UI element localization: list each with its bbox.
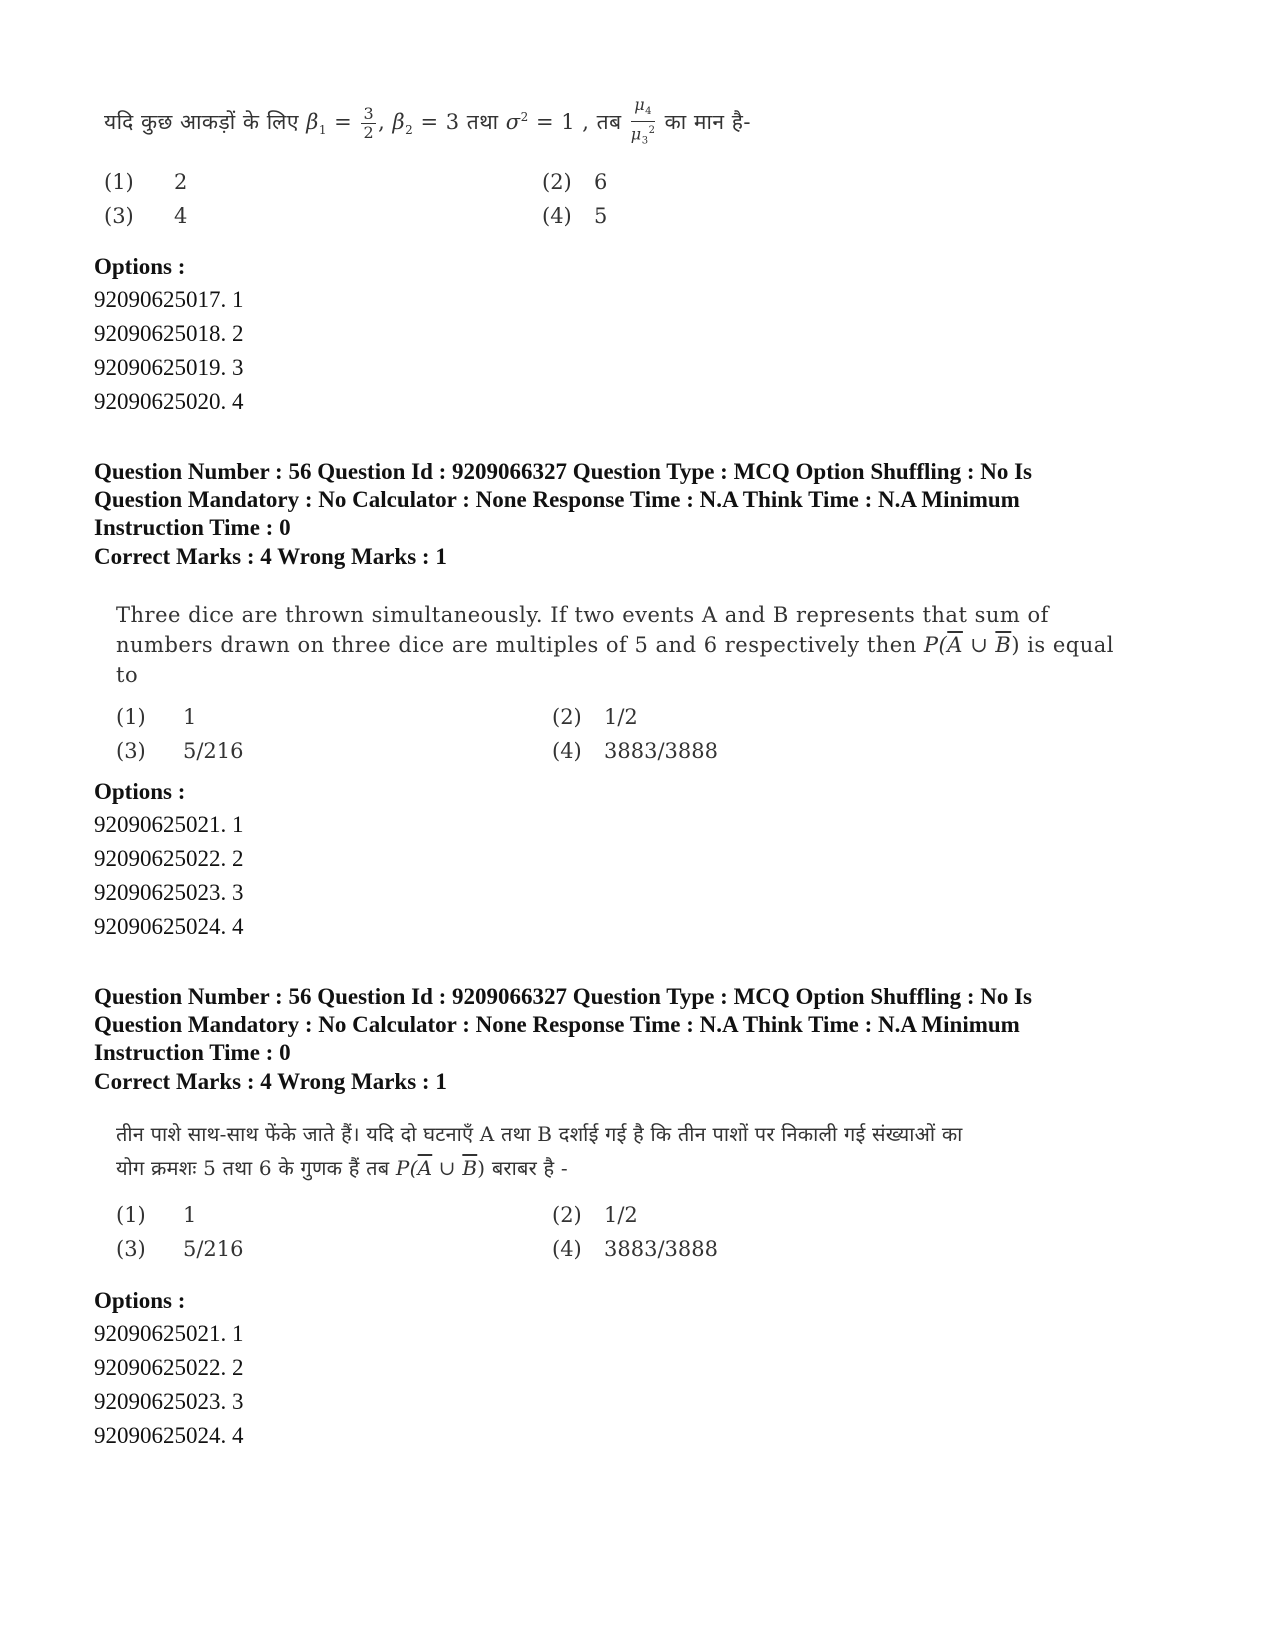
choice-1-2 [542,170,607,194]
options-list-2 [94,808,244,944]
expr-a-bar: $\overline{A}$ [417,1156,433,1180]
question-3-text [116,1117,1116,1185]
mu3-subscript: 3 [641,135,649,147]
choice-1-1 [104,170,187,194]
question-line-part: योग क्रमशः 5 तथा 6 के गुणक हैं तब [116,1156,390,1180]
choice-number: (4) [552,1237,582,1261]
choice-1-3 [104,204,187,228]
mu4-subscript: 4 [645,106,653,118]
choice-value: 5 [594,204,608,228]
beta1-subscript: 1 [318,123,327,138]
option-item: 92090625023. 3 [94,880,244,905]
expr-p: P( [923,633,948,657]
expr-close: ) [1011,633,1021,657]
option-item: 92090625019. 3 [94,355,244,380]
question-line: Three dice are thrown simultaneously. If two events A and B represents that sum of [116,603,1049,627]
choice-value: 1 [183,1203,197,1227]
choice-number: (3) [104,204,134,228]
option-item: 92090625021. 1 [94,812,244,837]
tab-word: तब [596,109,622,134]
sigma-superscript: 2 [520,109,529,124]
expr-a-bar: $\overline{A}$ [947,633,963,657]
question-meta-2 [94,458,1194,542]
choice-3-4 [552,1237,718,1261]
beta1-denominator: 2 [363,122,375,142]
question-2-text [116,600,1115,690]
option-item: 92090625020. 4 [94,389,244,414]
question-line-part: is equal [1027,633,1115,657]
marks-line-3: Correct Marks : 4 Wrong Marks : 1 [94,1069,447,1094]
choice-number: (4) [542,204,572,228]
mu-fraction [631,96,656,151]
choice-number: (4) [552,739,582,763]
sigma-symbol: σ [505,109,521,134]
marks-line-2: Correct Marks : 4 Wrong Marks : 1 [94,544,447,569]
choice-3-3 [116,1237,244,1261]
expr-union: ∪ [432,1156,463,1180]
choice-3-1 [116,1203,196,1227]
option-item: 92090625022. 2 [94,846,244,871]
option-item: 92090625022. 2 [94,1355,244,1380]
choice-2-2 [552,705,638,729]
option-item: 92090625017. 1 [94,287,244,312]
choice-value: 1 [183,705,197,729]
choice-number: (2) [552,705,582,729]
options-list-3 [94,1317,244,1453]
expr-close: ) [477,1156,486,1180]
question-line-part: numbers drawn on three dice are multiples of 5 and 6 respectively then [116,633,917,657]
question-1-prefix: यदि कुछ आकड़ों के लिए [104,109,300,134]
beta1-fraction [361,105,376,142]
choice-number: (1) [104,170,134,194]
meta-line: Question Mandatory : No Calculator : None Response Time : N.A Think Time : N.A Minimum [94,1012,1020,1037]
meta-line: Instruction Time : 0 [94,515,291,540]
expr-b-bar: $\overline{B}$ [995,633,1012,657]
meta-line: Question Number : 56 Question Id : 9209066327 Question Type : MCQ Option Shuffling : No Is [94,984,1033,1009]
question-line-part: बराबर है - [491,1156,568,1180]
mu4-symbol: μ [634,95,646,114]
beta1-numerator: 3 [363,103,375,123]
choice-value: 2 [174,170,188,194]
beta1-symbol: β [306,109,319,134]
choice-value: 5/216 [183,739,244,763]
choice-1-4 [542,204,607,228]
choice-value: 6 [594,170,608,194]
question-meta-3 [94,983,1194,1067]
options-list-1 [94,283,244,419]
choice-value: 1/2 [604,705,638,729]
choice-number: (2) [542,170,572,194]
options-heading-1: Options : [94,254,186,279]
options-heading-3: Options : [94,1288,186,1313]
choice-value: 4 [174,204,188,228]
question-1-text: यदि कुछ आकड़ों के लिए $\beta_1$ = $\frac{3}{2}$ , $\beta_2 = 3$ तथा $\sigma^2 = 1$ , तब $\frac{\mu_4}{\mu_3^2}$ का मान है- [104,96,804,151]
choice-3-2 [552,1203,638,1227]
choice-number: (3) [116,1237,146,1261]
option-item: 92090625024. 4 [94,914,244,939]
choice-number: (2) [552,1203,582,1227]
mu3-superscript: 2 [648,125,656,137]
question-1-suffix: का मान है- [664,109,751,134]
choice-value: 5/216 [183,1237,244,1261]
choice-number: (1) [116,705,146,729]
question-line [116,1151,1116,1185]
tatha-word: तथा [466,109,499,134]
option-item: 92090625024. 4 [94,1423,244,1448]
options-heading-2: Options : [94,779,186,804]
beta2-subscript: 2 [405,123,414,138]
expr-union: ∪ [962,633,996,657]
beta2-symbol: β [392,109,406,134]
expr-b-bar: $\overline{B}$ [462,1156,478,1180]
choice-value: 3883/3888 [604,739,718,763]
expr-p: P( [395,1156,418,1180]
sigma-value: = 1 , [535,109,590,134]
option-item: 92090625023. 3 [94,1389,244,1414]
option-item: 92090625018. 2 [94,321,244,346]
beta2-value: = 3 [420,109,460,134]
choice-value: 1/2 [604,1203,638,1227]
meta-line: Question Mandatory : No Calculator : None Response Time : N.A Think Time : N.A Minimum [94,487,1020,512]
mu3-symbol: μ [630,124,642,144]
choice-2-4 [552,739,718,763]
question-line [116,630,1115,660]
meta-line: Question Number : 56 Question Id : 9209066327 Question Type : MCQ Option Shuffling : No Is [94,459,1033,484]
choice-2-1 [116,705,196,729]
choice-2-3 [116,739,244,763]
question-line: तीन पाशे साथ-साथ फेंके जाते हैं। यदि दो घटनाएँ A तथा B दर्शाई गई है कि तीन पाशों पर निकाली गई संख्याओं का [116,1122,963,1146]
choice-value: 3883/3888 [604,1237,718,1261]
choice-number: (3) [116,739,146,763]
choice-number: (1) [116,1203,146,1227]
question-line: to [116,663,139,687]
option-item: 92090625021. 1 [94,1321,244,1346]
meta-line: Instruction Time : 0 [94,1040,291,1065]
